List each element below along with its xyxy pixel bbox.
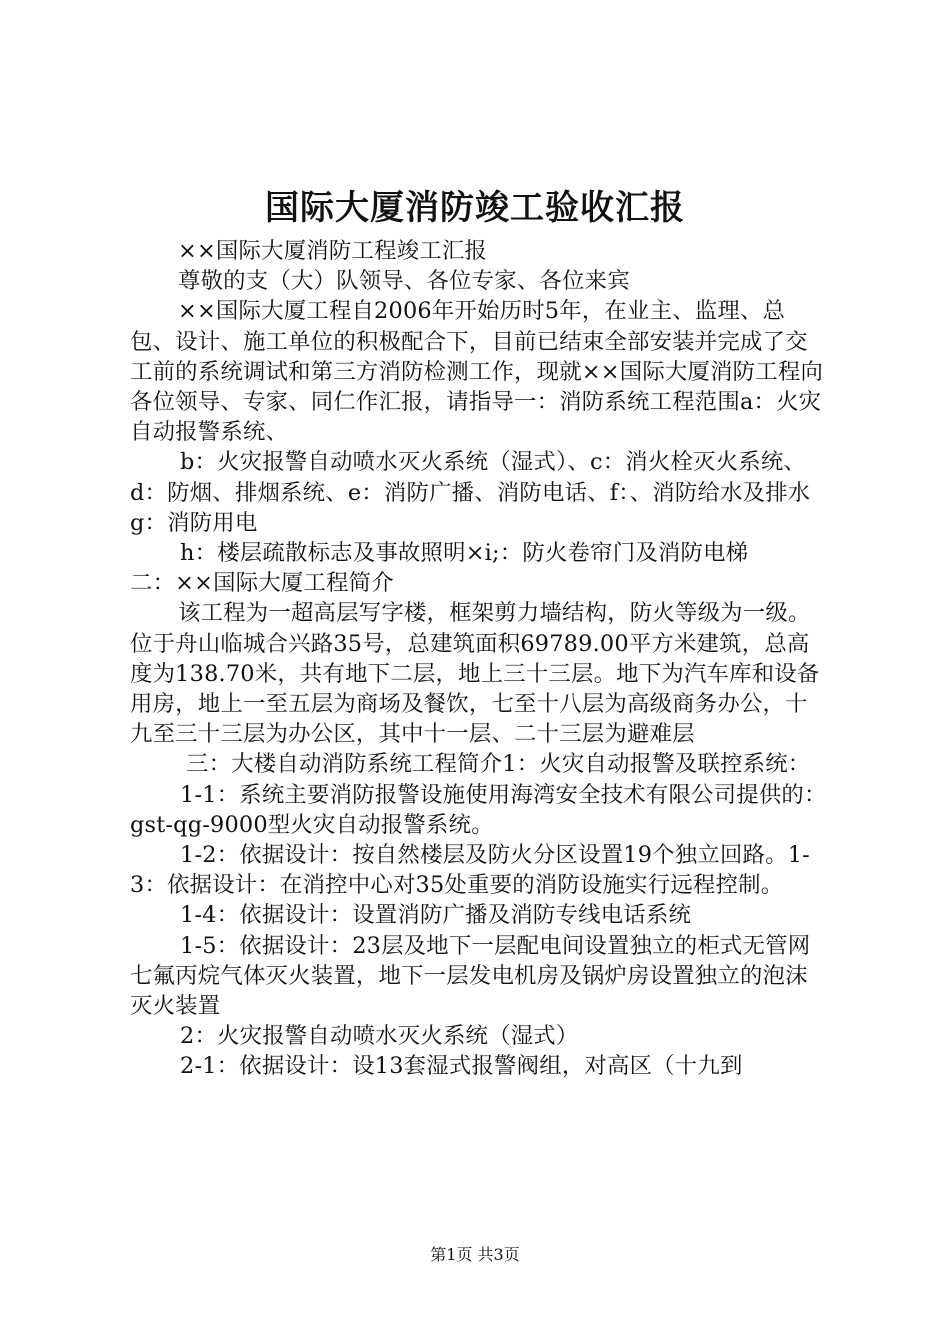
paragraph-salutation: 尊敬的支（大）队领导、各位专家、各位来宾: [178, 268, 630, 295]
paragraph-scope-h: h：楼层疏散标志及事故照明×i;：防火卷帘门及消防电梯: [180, 540, 749, 567]
paragraph-item-1-5: 1-5：依据设计：23层及地下一层配电间设置独立的柜式无管网七氟丙烷气体灭火装置，地下一层发电机房及锅炉房设置独立的泡沫灭火装置: [130, 932, 811, 1020]
page-footer: 第1页 共3页: [430, 1245, 520, 1264]
document-body: [130, 236, 830, 1082]
paragraph-section-two: 二：××国际大厦工程简介: [130, 570, 394, 597]
paragraph-item-1-2: 1-2：依据设计：按自然楼层及防火分区设置19个独立回路。1-3：依据设计：在消控中心对35处重要的消防设施实行远程控制。: [130, 842, 810, 899]
paragraph-scope-b: b：火灾报警自动喷水灭火系统（湿式）、c：消火栓灭火系统、d：防烟、排烟系统、e：消防广播、消防电话、f：、消防给水及排水g：消防用电: [130, 449, 811, 536]
paragraph-section-three: 三：大楼自动消防系统工程简介1：火灾自动报警及联控系统：: [186, 751, 811, 778]
document-title: 国际大厦消防竣工验收汇报: [265, 188, 685, 228]
paragraph-item-1-4: 1-4：依据设计：设置消防广播及消防专线电话系统: [180, 902, 692, 929]
paragraph-item-2: 2：火灾报警自动喷水灭火系统（湿式）: [180, 1023, 579, 1050]
paragraph-heading-line: ××国际大厦消防工程竣工汇报: [178, 238, 488, 264]
paragraph-item-2-1: 2-1：依据设计：设13套湿式报警阀组，对高区（十九到: [180, 1053, 743, 1080]
paragraph-item-1-1: 1-1：系统主要消防报警设施使用海湾安全技术有限公司提供的：gst-qg-9000型火灾自动报警系统。: [130, 781, 827, 838]
paragraph-project-overview: 该工程为一超高层写字楼，框架剪力墙结构，防火等级为一级。位于舟山临城合兴路35号，总建筑面积69789.00平方米建筑，总高度为138.70米，共有地下二层，地上三十三层。地下为汽车库和设备用房，地上一至五层为商场及餐饮，七至十八层为高级商务办公，十九至三十三层为办公区，其中十一层、二十三层为避难层: [130, 600, 820, 748]
paragraph-intro: ××国际大厦工程自2006年开始历时5年，在业主、监理、总包、设计、施工单位的积极配合下，目前已结束全部安装并完成了交工前的系统调试和第三方消防检测工作，现就××国际大厦消防工程向各位领导、专家、同仁作汇报，请指导一：消防系统工程范围a：火灾自动报警系统、: [130, 298, 824, 446]
